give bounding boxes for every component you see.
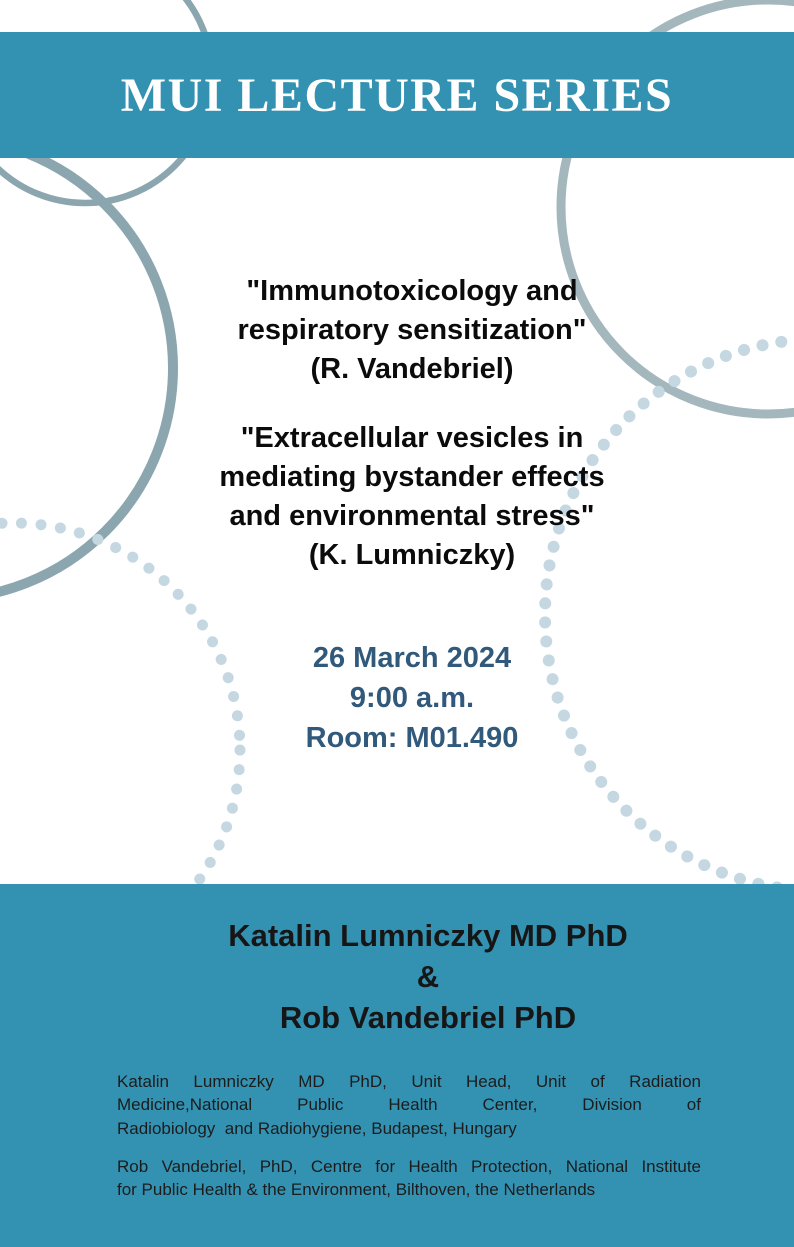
talk2-line1: "Extracellular vesicles in bbox=[240, 422, 584, 454]
speakers-section bbox=[62, 915, 794, 1038]
poster-title: MUI LECTURE SERIES bbox=[120, 68, 674, 122]
event-room: Room: M01.490 bbox=[305, 722, 519, 754]
talk-title-1 bbox=[30, 272, 794, 389]
talk-title-2 bbox=[30, 419, 794, 575]
event-details bbox=[30, 638, 794, 758]
affil1-line1: Katalin Lumniczky MD PhD, Unit Head, Unit of Radiation bbox=[117, 1072, 701, 1091]
title-banner bbox=[0, 32, 794, 158]
event-time: 9:00 a.m. bbox=[349, 682, 475, 714]
talk1-speaker: (R. Vandebriel) bbox=[310, 353, 514, 385]
talk2-line3: and environmental stress" bbox=[229, 500, 595, 532]
event-date: 26 March 2024 bbox=[312, 642, 512, 674]
speaker-name-1: Katalin Lumniczky MD PhD bbox=[228, 918, 628, 953]
affil2-line2: for Public Health & the Environment, Bilthoven, the Netherlands bbox=[117, 1180, 596, 1200]
talk1-line2: respiratory sensitization" bbox=[237, 314, 587, 346]
talk2-line2: mediating bystander effects bbox=[219, 461, 605, 493]
speakers-ampersand: & bbox=[416, 959, 440, 994]
talk-titles-section bbox=[30, 272, 794, 605]
affil1-line3: Radiobiology and Radiohygiene, Budapest, Hungary bbox=[117, 1118, 517, 1138]
affiliation-speaker2 bbox=[117, 1155, 701, 1202]
speaker-name-2: Rob Vandebriel PhD bbox=[279, 1000, 577, 1035]
talk1-line1: "Immunotoxicology and bbox=[246, 275, 578, 307]
affil2-line1: Rob Vandebriel, PhD, Centre for Health Protection, National Institute bbox=[117, 1156, 701, 1176]
talk2-speaker: (K. Lumniczky) bbox=[308, 539, 516, 571]
affiliations-section bbox=[117, 1070, 701, 1216]
affil1-line2: Medicine,National Public Health Center, Division of bbox=[117, 1095, 701, 1115]
affiliation-speaker1 bbox=[117, 1070, 701, 1140]
